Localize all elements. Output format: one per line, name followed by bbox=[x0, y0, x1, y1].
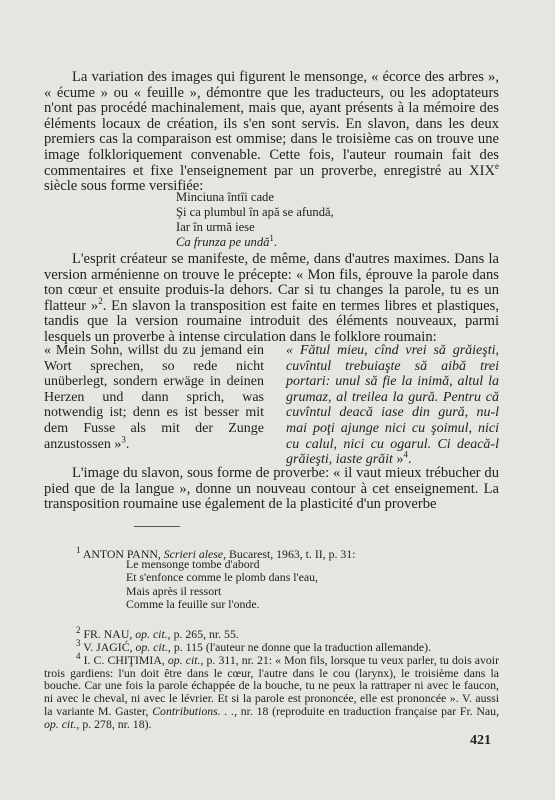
footnote-ref-2: 2 bbox=[98, 295, 103, 306]
paragraph-2 bbox=[44, 252, 499, 346]
footnote-1-rest: Bucarest, 1963, t. II, p. 31: bbox=[228, 546, 356, 561]
footnote-divider bbox=[134, 526, 180, 527]
footnote-ref-1: 1 bbox=[269, 232, 274, 243]
poem-line-4-end: . bbox=[273, 235, 278, 249]
footnote-3-cit: op. cit., bbox=[135, 639, 171, 654]
footnote-4-rest3: p. 278, nr. 18). bbox=[82, 716, 152, 731]
footnote-3-rest: p. 115 (l'auteur ne donne que la traduction allemande). bbox=[173, 639, 432, 654]
footnote-3-number: 3 bbox=[76, 637, 81, 648]
footnote-4-contrib: Contributions. . ., bbox=[152, 703, 238, 718]
romanian-quote-continued: că cuvîntul deacă iase din gură, nu-l mai poţi ajunge nici cu şoimul, nici cu calul, nici cu ogarul. bbox=[286, 389, 499, 452]
footnote-4-rest2: nr. 18 (reproduite en traduction française par Fr. Nau, bbox=[240, 703, 500, 718]
paragraph-1 bbox=[44, 70, 499, 195]
footnote-1-title: Scrieri alese, bbox=[163, 546, 227, 561]
poem-line-1: Minciuna întîi cade bbox=[176, 190, 274, 204]
footnote-ref-4: 4 bbox=[403, 449, 408, 460]
poem-line-4 bbox=[176, 232, 334, 250]
paragraph-2-text: L'esprit créateur se manifeste, de même, dans d'autres maximes. Dans la version arménienne on trouve le précepte: « Mon fils, éprouve la parole dans ton cœur et ensuite produis-la dehors. Car si tu changes la parole, tu es un flatteur » bbox=[44, 251, 499, 314]
footnote-4-author: I. C. CHIŢIMIA, bbox=[83, 652, 165, 667]
footnote-4 bbox=[44, 650, 500, 731]
translation-line-1: Le mensonge tombe d'abord bbox=[126, 557, 260, 571]
romanian-quote-final: . bbox=[407, 452, 412, 468]
footnote-1-number: 1 bbox=[76, 544, 81, 555]
german-quote-text: « Mein Sohn, willst du zu jemand ein Wort sprechen, so rede nicht unüberlegt, sondern erwäge in deinen Herzen und dann sprich, was notwendig ist; denn es ist besser mit dem Fusse als mit der Zunge anzustossen » bbox=[44, 343, 264, 452]
footnote-4-rest: p. 311, nr. 21: « Mon fils, lorsque tu veux parler, tu dois avoir trois gardiens: l'un doit être dans le cœur, l'autre dans le cou (larynx), le troisième dans la bouche. Car une fois la parole échappée de la bouche, tu ne peux la rattraper ni avec le faucon, ni avec le cheval, ni avec le lévrier. Et si la parole est prononcée, elle est prononcée ». V. aussi la variante M. Gaster, bbox=[44, 652, 500, 718]
german-quote-column bbox=[44, 343, 264, 452]
page-number: 421 bbox=[470, 733, 491, 748]
translation-line-4: Comme la feuille sur l'onde. bbox=[126, 597, 260, 612]
footnote-4-cit: op. cit., bbox=[167, 652, 204, 667]
translation-line-3: Mais après il ressort bbox=[126, 583, 222, 598]
footnote-1-author: ANTON PANN, bbox=[82, 546, 161, 561]
poem-line-4-text: Ca frunza pe undă bbox=[176, 235, 270, 249]
footnote-2-cit: op. cit., bbox=[135, 626, 171, 641]
french-translation-poem bbox=[126, 558, 318, 612]
paragraph-1-end: siècle sous forme versifiée: bbox=[44, 178, 204, 195]
poem-line-2: Şi ca plumbul în apă se afundă, bbox=[176, 205, 334, 219]
footnote-ref-3: 3 bbox=[121, 433, 126, 444]
footnote-4-number: 4 bbox=[76, 650, 81, 661]
footnote-2-number: 2 bbox=[76, 624, 81, 635]
paragraph-1-text: La variation des images qui figurent le mensonge, « écorce des arbres », « écume » ou « feuille », démontre que les traducteurs, ou les adoptateurs n'ont pas procédé machinalement, mais que, ayant présents à la mémoire des éléments locaux de création, ils s'en sont servis. En slavon, dans les deux premiers cas la comparaison est ommise; dans le troisième cas on trouve une image folkloriquement convenable. Cette fois, l'auteur roumain fait des commentaires et fixe l'enseignement par un proverbe, enregistré au XIX bbox=[44, 69, 499, 179]
poem-line-3: Iar în urmă iese bbox=[176, 220, 255, 234]
translation-line-2: Et s'enfonce comme le plomb dans l'eau, bbox=[126, 570, 318, 585]
footnote-4-cit2: op. cit., bbox=[44, 716, 80, 731]
paragraph-2-end: . En slavon la transposition est faite en termes libres et plastiques, tandis que la version roumaine introduit des éléments nouveaux, parmi lesquels un proverbe à intense circulation dans le folklore roumain: bbox=[44, 297, 499, 345]
romanian-quote-italic: « Fătul mieu, cînd vrei să grăieşti, cuvîntul trebuiaşte să aibă trei portari: unul să fie la inimă, altul la grumaz, al treilea la gură. Pentru bbox=[286, 343, 499, 405]
footnote-3-author: V. JAGIĆ, bbox=[83, 639, 133, 654]
romanian-quote-italic-end: Ci deacă-l grăieşti, iaste grăit bbox=[286, 436, 499, 468]
german-quote-end: . bbox=[125, 436, 130, 452]
romanian-quote-close: » bbox=[392, 452, 404, 468]
paragraph-3: L'image du slavon, sous forme de proverbe: « il vaut mieux trébucher du pied que de la langue », donne un nouveau contour à cet enseignement. La transposition roumaine use également de la plasticité d'un proverbe bbox=[44, 465, 499, 513]
footnote-3 bbox=[44, 637, 499, 654]
romanian-proverb-poem bbox=[176, 190, 334, 250]
romanian-quote-column bbox=[286, 343, 499, 468]
footnote-2-rest: p. 265, nr. 55. bbox=[173, 626, 239, 641]
footnote-2 bbox=[44, 624, 499, 641]
superscript-e: e bbox=[495, 160, 499, 171]
footnote-2-author: FR. NAU, bbox=[83, 626, 133, 641]
